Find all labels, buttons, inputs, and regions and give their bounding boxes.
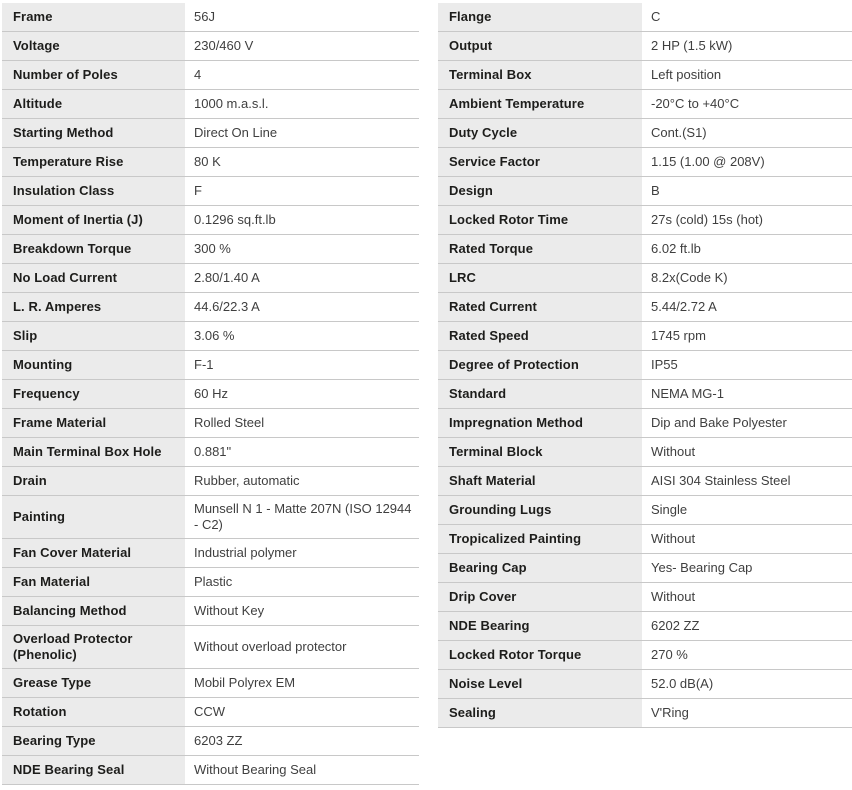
- spec-label: Drip Cover: [438, 583, 642, 611]
- spec-label: Locked Rotor Torque: [438, 641, 642, 669]
- spec-label: Rated Current: [438, 293, 642, 321]
- spec-value: Cont.(S1): [651, 125, 707, 140]
- spec-label: Balancing Method: [2, 597, 185, 625]
- spec-row: [438, 32, 852, 61]
- spec-row: [438, 235, 852, 264]
- spec-value: 56J: [194, 9, 215, 24]
- spec-label: Rated Torque: [438, 235, 642, 263]
- spec-label: Degree of Protection: [438, 351, 642, 379]
- spec-value: C: [651, 9, 661, 24]
- spec-value: 8.2x(Code K): [651, 270, 728, 285]
- spec-label: Rotation: [2, 698, 185, 726]
- spec-value: 1745 rpm: [651, 328, 706, 343]
- spec-value: 27s (cold) 15s (hot): [651, 212, 763, 227]
- spec-row: [2, 597, 419, 626]
- spec-row: [438, 177, 852, 206]
- spec-value: V'Ring: [651, 705, 689, 720]
- spec-label: Frequency: [2, 380, 185, 408]
- spec-value: Single: [651, 502, 688, 517]
- spec-row: [2, 756, 419, 785]
- spec-row: [438, 525, 852, 554]
- spec-row: [438, 641, 852, 670]
- spec-value: Without Bearing Seal: [194, 762, 317, 777]
- spec-value: CCW: [194, 704, 226, 719]
- spec-value: 6202 ZZ: [651, 618, 700, 633]
- spec-value: Dip and Bake Polyester: [651, 415, 787, 430]
- spec-label: Insulation Class: [2, 177, 185, 205]
- spec-label: Design: [438, 177, 642, 205]
- spec-value: 6.02 ft.lb: [651, 241, 701, 256]
- spec-value: 52.0 dB(A): [651, 676, 714, 691]
- spec-value: Rubber, automatic: [194, 473, 300, 488]
- spec-label: Drain: [2, 467, 185, 495]
- spec-value: 6203 ZZ: [194, 733, 243, 748]
- spec-row: [438, 61, 852, 90]
- spec-value: Mobil Polyrex EM: [194, 675, 296, 690]
- spec-label: Ambient Temperature: [438, 90, 642, 118]
- spec-row: [2, 380, 419, 409]
- spec-label: Number of Poles: [2, 61, 185, 89]
- spec-label: Grease Type: [2, 669, 185, 697]
- spec-row: [438, 438, 852, 467]
- spec-value: Plastic: [194, 574, 233, 589]
- spec-value: Munsell N 1 - Matte 207N (ISO 12944 - C2): [194, 501, 412, 532]
- spec-label: NDE Bearing Seal: [2, 756, 185, 784]
- spec-row: [438, 293, 852, 322]
- spec-row: [438, 264, 852, 293]
- spec-label: Main Terminal Box Hole: [2, 438, 185, 466]
- spec-row: [2, 177, 419, 206]
- spec-value: 3.06 %: [194, 328, 235, 343]
- spec-label: Noise Level: [438, 670, 642, 698]
- spec-value: Industrial polymer: [194, 545, 297, 560]
- spec-value: 270 %: [651, 647, 688, 662]
- spec-label: Rated Speed: [438, 322, 642, 350]
- spec-value: F-1: [194, 357, 214, 372]
- spec-label: Service Factor: [438, 148, 642, 176]
- spec-row: [2, 698, 419, 727]
- spec-row: [2, 669, 419, 698]
- spec-row: [2, 322, 419, 351]
- spec-row: [2, 727, 419, 756]
- spec-label: Overload Protector (Phenolic): [2, 626, 185, 668]
- spec-row: [438, 380, 852, 409]
- spec-label: Standard: [438, 380, 642, 408]
- spec-row: [438, 583, 852, 612]
- spec-row: [438, 206, 852, 235]
- spec-value: Without: [651, 589, 696, 604]
- spec-label: Bearing Cap: [438, 554, 642, 582]
- spec-value: B: [651, 183, 660, 198]
- spec-value: 4: [194, 67, 202, 82]
- spec-row: [2, 568, 419, 597]
- spec-value: IP55: [651, 357, 678, 372]
- spec-value: 2.80/1.40 A: [194, 270, 260, 285]
- spec-row: [438, 496, 852, 525]
- spec-label: Voltage: [2, 32, 185, 60]
- spec-row: [438, 3, 852, 32]
- spec-label: Altitude: [2, 90, 185, 118]
- spec-value: Without overload protector: [194, 639, 347, 654]
- spec-label: Bearing Type: [2, 727, 185, 755]
- spec-row: [438, 670, 852, 699]
- spec-label: Terminal Block: [438, 438, 642, 466]
- spec-value: 5.44/2.72 A: [651, 299, 717, 314]
- spec-value: AISI 304 Stainless Steel: [651, 473, 791, 488]
- spec-value: -20°C to +40°C: [651, 96, 740, 111]
- spec-value: NEMA MG-1: [651, 386, 724, 401]
- spec-table-right: [438, 3, 852, 785]
- spec-label: Fan Cover Material: [2, 539, 185, 567]
- spec-row: [438, 148, 852, 177]
- spec-row: [2, 626, 419, 669]
- spec-row: [2, 90, 419, 119]
- spec-value: 0.881": [194, 444, 232, 459]
- spec-row: [2, 3, 419, 32]
- spec-label: LRC: [438, 264, 642, 292]
- spec-label: Slip: [2, 322, 185, 350]
- spec-row: [438, 119, 852, 148]
- spec-label: Duty Cycle: [438, 119, 642, 147]
- spec-label: Terminal Box: [438, 61, 642, 89]
- spec-label: Impregnation Method: [438, 409, 642, 437]
- spec-row: [438, 612, 852, 641]
- spec-value: Without Key: [194, 603, 265, 618]
- spec-value: Yes- Bearing Cap: [651, 560, 753, 575]
- spec-row: [2, 148, 419, 177]
- spec-row: [2, 119, 419, 148]
- spec-row: [2, 539, 419, 568]
- spec-value: 1000 m.a.s.l.: [194, 96, 269, 111]
- spec-label: Tropicalized Painting: [438, 525, 642, 553]
- spec-value: 60 Hz: [194, 386, 228, 401]
- spec-label: Fan Material: [2, 568, 185, 596]
- spec-value: 1.15 (1.00 @ 208V): [651, 154, 765, 169]
- spec-row: [2, 235, 419, 264]
- spec-value: Rolled Steel: [194, 415, 265, 430]
- spec-row: [438, 322, 852, 351]
- spec-value: 0.1296 sq.ft.lb: [194, 212, 276, 227]
- spec-value: F: [194, 183, 202, 198]
- spec-value: Direct On Line: [194, 125, 278, 140]
- spec-value: Without: [651, 444, 696, 459]
- spec-value: 300 %: [194, 241, 231, 256]
- spec-table-left: [2, 3, 419, 785]
- spec-label: NDE Bearing: [438, 612, 642, 640]
- spec-row: [2, 351, 419, 380]
- spec-value: Without: [651, 531, 696, 546]
- spec-row: [2, 438, 419, 467]
- spec-label: Shaft Material: [438, 467, 642, 495]
- spec-row: [438, 351, 852, 380]
- spec-label: Flange: [438, 3, 642, 31]
- spec-row: [438, 699, 852, 728]
- spec-row: [2, 293, 419, 322]
- spec-row: [2, 264, 419, 293]
- spec-label: Locked Rotor Time: [438, 206, 642, 234]
- spec-row: [2, 32, 419, 61]
- spec-label: Mounting: [2, 351, 185, 379]
- spec-row: [2, 467, 419, 496]
- spec-row: [2, 206, 419, 235]
- spec-label: Output: [438, 32, 642, 60]
- spec-row: [438, 90, 852, 119]
- spec-value: 80 K: [194, 154, 221, 169]
- spec-value: Left position: [651, 67, 722, 82]
- spec-label: Grounding Lugs: [438, 496, 642, 524]
- spec-label: L. R. Amperes: [2, 293, 185, 321]
- spec-label: No Load Current: [2, 264, 185, 292]
- spec-label: Frame: [2, 3, 185, 31]
- spec-label: Breakdown Torque: [2, 235, 185, 263]
- spec-row: [2, 496, 419, 539]
- spec-label: Temperature Rise: [2, 148, 185, 176]
- spec-label: Painting: [2, 496, 185, 538]
- spec-row: [438, 467, 852, 496]
- spec-label: Moment of Inertia (J): [2, 206, 185, 234]
- spec-row: [2, 409, 419, 438]
- spec-value: 44.6/22.3 A: [194, 299, 260, 314]
- spec-label: Sealing: [438, 699, 642, 727]
- spec-label: Frame Material: [2, 409, 185, 437]
- spec-row: [438, 409, 852, 438]
- spec-row: [438, 554, 852, 583]
- spec-value: 230/460 V: [194, 38, 254, 53]
- spec-value: 2 HP (1.5 kW): [651, 38, 733, 53]
- spec-label: Starting Method: [2, 119, 185, 147]
- spec-row: [2, 61, 419, 90]
